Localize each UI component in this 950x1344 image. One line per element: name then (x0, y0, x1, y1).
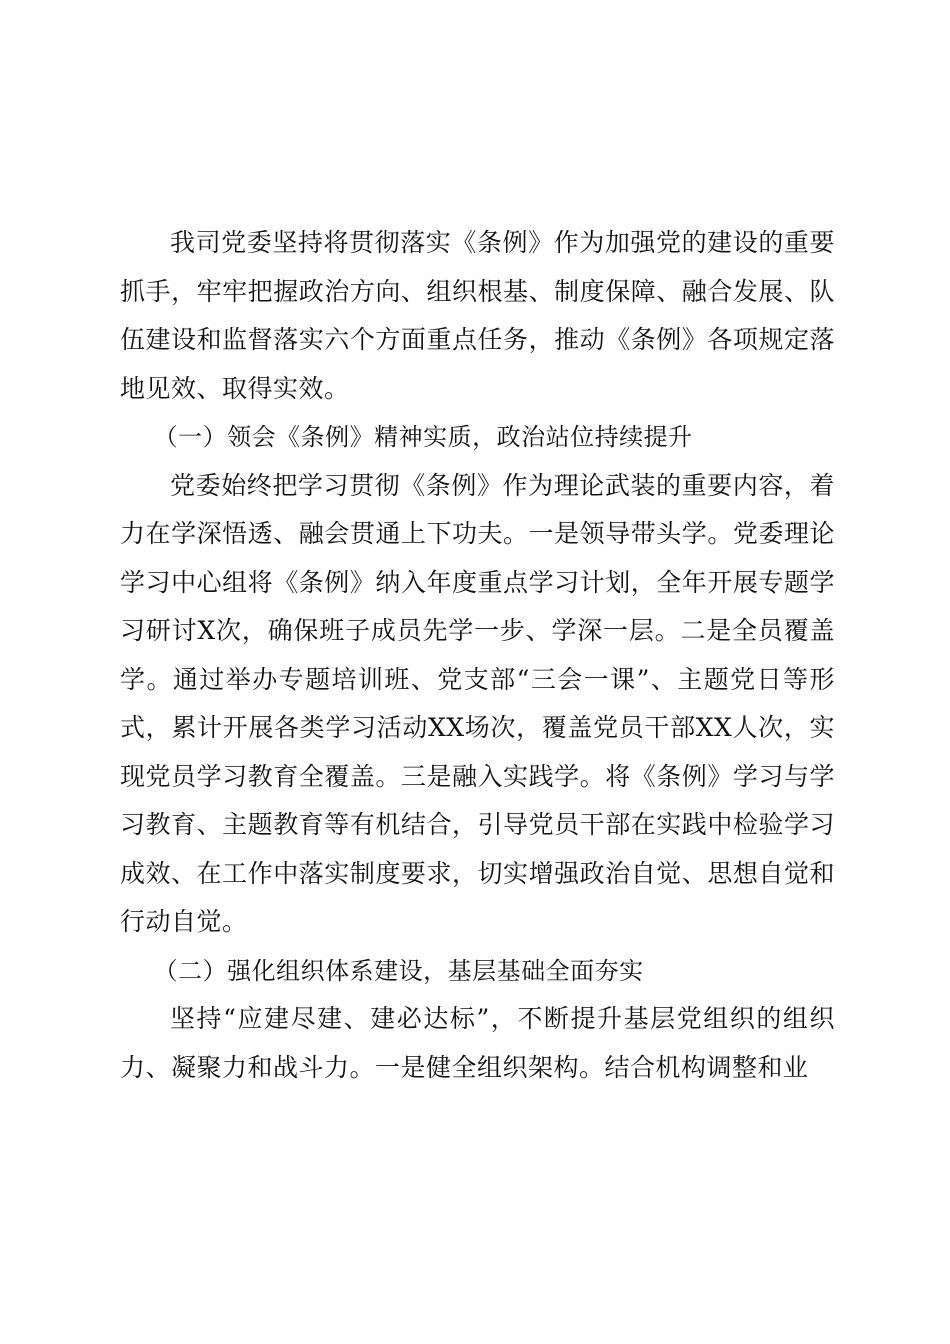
section-heading-2: （二）强化组织体系建设，基层基础全面夯实 (153, 956, 644, 985)
document-body (120, 219, 835, 1092)
section-1-paragraph: 党委始终把学习贯彻《条例》作为理论武装的重要内容，着力在学深悟透、融会贯通上下功夫。一是领导带头学。党委理论学习中心组将《条例》纳入年度重点学习计划，全年开展专题学习研讨X次，确保班子成员先学一步、学深一层。二是全员覆盖学。通过举办专题培训班、党支部“三会一课”、主题党日等形式，累计开展各类学习活动XX场次，覆盖党员干部XX人次，实现党员学习教育全覆盖。三是融入实践学。将《条例》学习与学习教育、主题教育等有机结合，引导党员干部在实践中检验学习成效、在工作中落实制度要求，切实增强政治自觉、思想自觉和行动自觉。 (120, 470, 835, 936)
section-heading-1: （一）领会《条例》精神实质，政治站位持续提升 (153, 423, 693, 451)
intro-paragraph: 我司党委坚持将贯彻落实《条例》作为加强党的建设的重要抓手，牢牢把握政治方向、组织根基、制度保障、融合发展、队伍建设和监督落实六个方面重点任务，推动《条例》各项规定落地见效、取得实效。 (120, 228, 835, 403)
section-2-paragraph: 坚持“应建尽建、建必达标”，不断提升基层党组织的组织力、凝聚力和战斗力。一是健全组织架构。结合机构调整和业 (120, 1004, 835, 1082)
